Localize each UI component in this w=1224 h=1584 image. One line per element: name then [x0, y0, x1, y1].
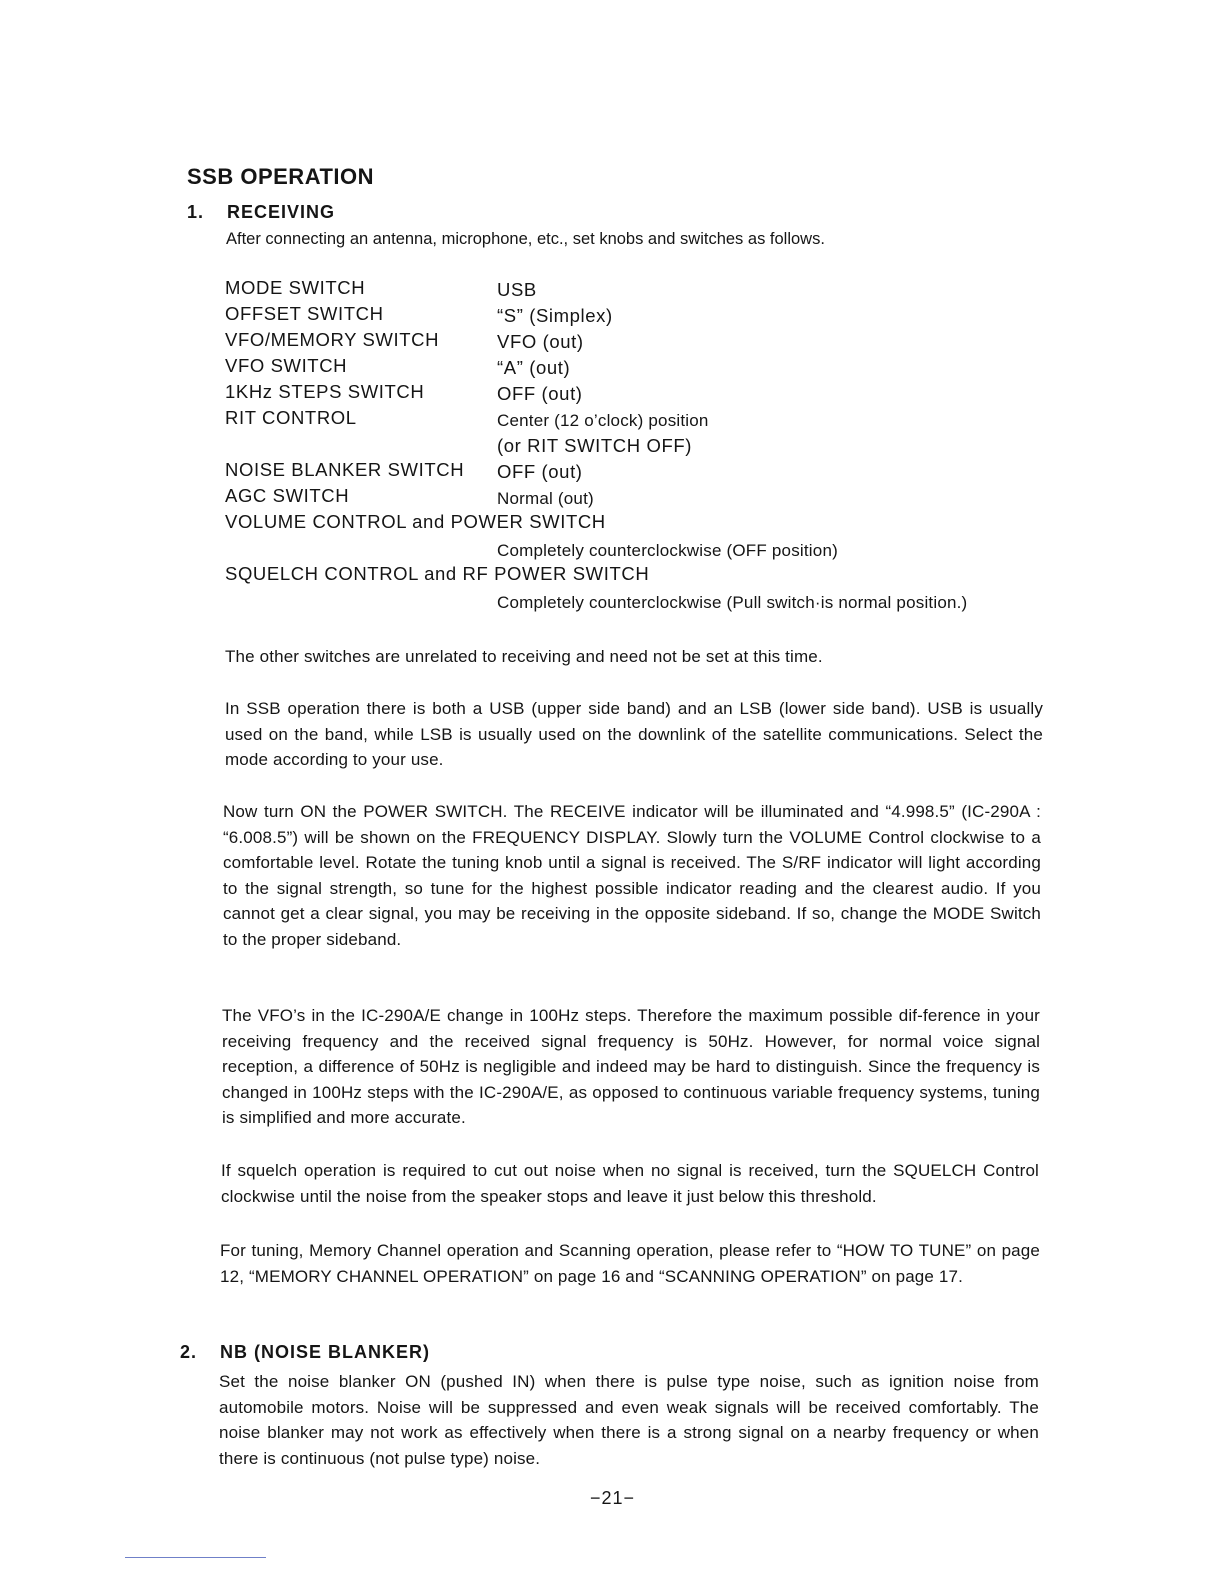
setting-value: Normal (out): [497, 489, 594, 508]
section-number: 2.: [180, 1342, 198, 1362]
setting-row: [225, 407, 1045, 433]
setting-value: OFF (out): [497, 383, 583, 404]
footer-rule: [125, 1557, 266, 1558]
setting-value: (or RIT SWITCH OFF): [497, 435, 693, 456]
setting-row: [225, 433, 1045, 459]
setting-value: Center (12 o’clock) position: [497, 411, 709, 430]
setting-label: VFO/MEMORY SWITCH: [225, 329, 440, 350]
paragraph: The VFO’s in the IC-290A/E change in 100Hz steps. Therefore the maximum possible dif-ference in your receiving frequency and the received signal frequency is 50Hz. However, for normal voice signal reception, a difference of 50Hz is negligible and indeed may be hard to distinguish. Since the frequency is changed in 100Hz steps with the IC-290A/E, as opposed to continuous variable frequency systems, tuning is simplified and more accurate.: [222, 1006, 1040, 1127]
setting-value: OFF (out): [497, 461, 583, 482]
setting-value: “S” (Simplex): [497, 305, 613, 326]
setting-value: USB: [497, 279, 537, 300]
setting-row: [225, 537, 1045, 563]
section-heading-receiving: [187, 202, 335, 223]
setting-label: OFFSET SWITCH: [225, 303, 384, 324]
setting-row: [225, 589, 1045, 615]
setting-label: 1KHz STEPS SWITCH: [225, 381, 425, 402]
section-title: NB (NOISE BLANKER): [220, 1342, 430, 1362]
setting-row: [225, 355, 1045, 381]
setting-row: [225, 329, 1045, 355]
setting-row: [225, 303, 1045, 329]
setting-row: [225, 459, 1045, 485]
page-number: −21−: [590, 1488, 636, 1508]
setting-label: MODE SWITCH: [225, 277, 366, 298]
paragraph: In SSB operation there is both a USB (upper side band) and an LSB (lower side band). USB is usually used on the band, while LSB is usually used on the downlink of the satellite communications. Select the mode according to your use.: [225, 699, 1043, 769]
setting-row: [225, 277, 1045, 303]
setting-row: [225, 485, 1045, 511]
paragraph: For tuning, Memory Channel operation and Scanning operation, please refer to “HOW TO TUNE” on page 12, “MEMORY CHANNEL OPERATION” on page 16 and “SCANNING OPERATION” on page 17.: [220, 1241, 1040, 1286]
setting-label: SQUELCH CONTROL and RF POWER SWITCH: [225, 563, 650, 584]
paragraph: The other switches are unrelated to receiving and need not be set at this time.: [225, 647, 823, 666]
setting-value: “A” (out): [497, 357, 571, 378]
setting-value: Completely counterclockwise (Pull switch·is normal position.): [497, 593, 968, 612]
intro-text: After connecting an antenna, microphone, etc., set knobs and switches as follows.: [226, 230, 825, 248]
paragraph: Set the noise blanker ON (pushed IN) when there is pulse type noise, such as ignition noise from automobile motors. Noise will be suppressed and even weak signals will be received comfortably. The noise blanker may not work as effectively when there is a strong signal on a nearby frequency or when there is continuous (not pulse type) noise.: [219, 1372, 1039, 1468]
setting-row: [225, 511, 1045, 537]
section-heading-noise-blanker: [180, 1342, 430, 1363]
setting-label: VFO SWITCH: [225, 355, 348, 376]
section-number: 1.: [187, 202, 205, 222]
setting-value: VFO (out): [497, 331, 584, 352]
setting-label: VOLUME CONTROL and POWER SWITCH: [225, 511, 606, 532]
setting-row: [225, 563, 1045, 589]
page-title: SSB OPERATION: [187, 164, 375, 189]
section-title: RECEIVING: [227, 202, 336, 222]
setting-row: [225, 381, 1045, 407]
paragraph: If squelch operation is required to cut out noise when no signal is received, turn the SQUELCH Control clockwise until the noise from the speaker stops and leave it just below this threshold.: [221, 1161, 1039, 1206]
setting-label: RIT CONTROL: [225, 407, 357, 428]
setting-label: NOISE BLANKER SWITCH: [225, 459, 465, 480]
setting-label: AGC SWITCH: [225, 485, 350, 506]
setting-value: Completely counterclockwise (OFF position): [497, 541, 838, 560]
settings-list: [225, 277, 1045, 615]
paragraph: Now turn ON the POWER SWITCH. The RECEIVE indicator will be illuminated and “4.998.5” (IC-290A : “6.008.5”) will be shown on the FREQUENCY DISPLAY. Slowly turn the VOLUME Control clockwise to a comfortable level. Rotate the tuning knob until a signal is received. The S/RF indicator will light according to the signal strength, so tune for the highest possible indicator reading and the clearest audio. If you cannot get a clear signal, you may be receiving in the opposite sideband. If so, change the MODE Switch to the proper sideband.: [223, 802, 1041, 949]
